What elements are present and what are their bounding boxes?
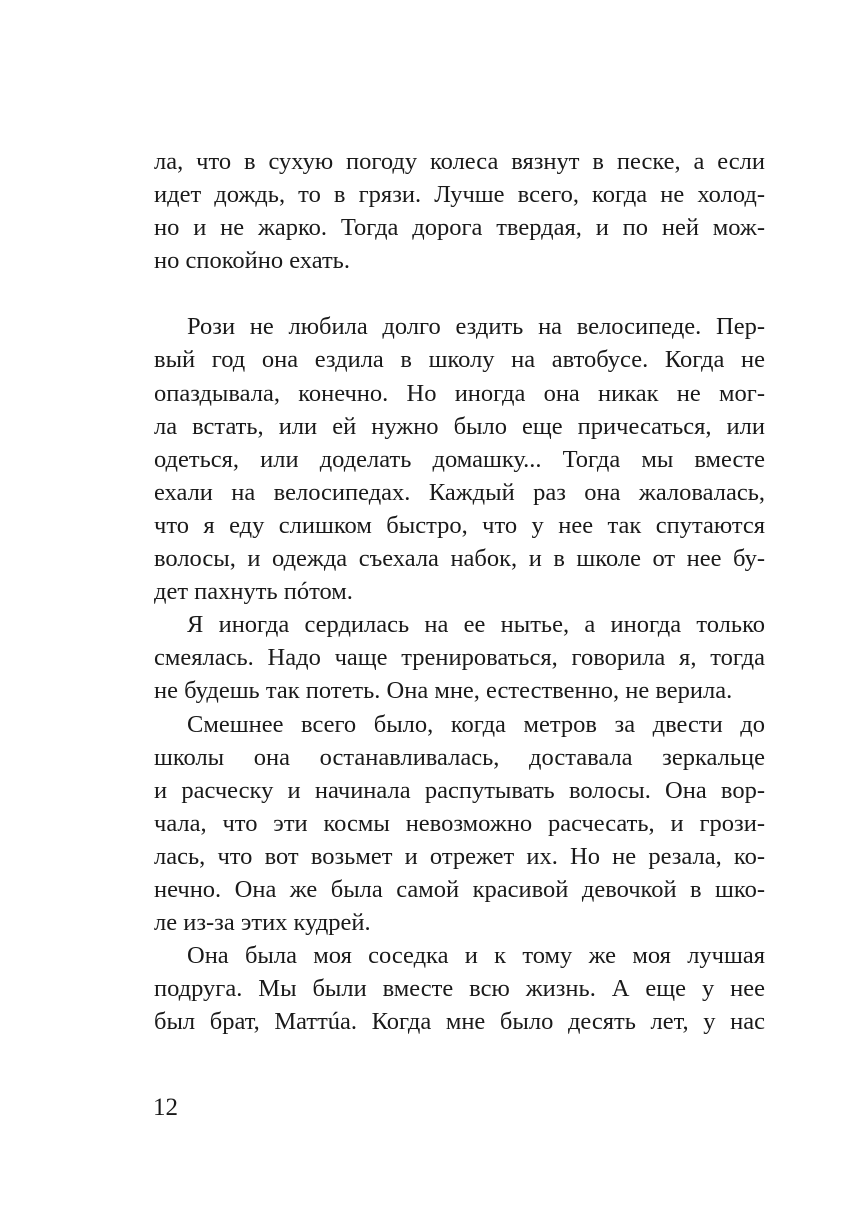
text-line: Я иногда сердилась на ее нытье, а иногда только [187,611,765,639]
text-line: Рози не любила долго ездить на велосипеде. Пер- [187,313,765,341]
text-line: подруга. Мы были вместе всю жизнь. А еще у нее [154,975,765,1003]
text-line: был брат, Маттúа. Когда мне было десять лет, у нас [154,1008,765,1036]
paragraph-gap [154,277,765,310]
text-line: дет пахнуть пóтом. [154,578,353,606]
text-line: ла встать, или ей нужно было еще причесаться, или [154,412,765,440]
text-line: идет дождь, то в грязи. Лучше всего, когда не холод- [154,181,765,209]
page-body [154,145,765,1038]
text-line: вый год она ездила в школу на автобусе. Когда не [154,346,765,374]
text-line: лась, что вот возьмет и отрежет их. Но не резала, ко- [154,842,765,870]
text-line: чала, что эти космы невозможно расчесать, и грози- [154,809,765,837]
text-line: что я еду слишком быстро, что у нее так спутаются [154,511,765,539]
text-line: Смешнее всего было, когда метров за двести до [187,710,765,738]
text-line: ле из-за этих кудрей. [154,909,371,937]
text-line: волосы, и одежда съехала набок, и в школе от нее бу- [154,545,765,573]
text-line: Она была моя соседка и к тому же моя лучшая [187,942,765,970]
paragraph [154,310,765,608]
paragraph [154,939,765,1038]
text-line: смеялась. Надо чаще тренироваться, говорила я, тогда [154,644,765,672]
text-line: не будешь так потеть. Она мне, естественно, не верила. [154,677,733,705]
paragraph [154,608,765,707]
text-line: одеться, или доделать домашку... Тогда мы вместе [154,445,765,473]
text-line: и расческу и начинала распутывать волосы. Она вор- [154,776,765,804]
text-line: нечно. Она же была самой красивой девочкой в шко- [154,875,765,903]
text-line: школы она останавливалась, доставала зеркальце [154,743,765,771]
page-number: 12 [153,1094,178,1121]
text-line: ехали на велосипедах. Каждый раз она жаловалась, [154,478,765,506]
paragraph [154,708,765,940]
text-line: ла, что в сухую погоду колеса вязнут в песке, а если [154,148,765,175]
text-line: но спокойно ехать. [154,247,350,275]
paragraph [154,145,765,277]
text-line: но и не жарко. Тогда дорога твердая, и по ней мож- [154,214,765,242]
text-line: опаздывала, конечно. Но иногда она никак не мог- [154,379,765,407]
